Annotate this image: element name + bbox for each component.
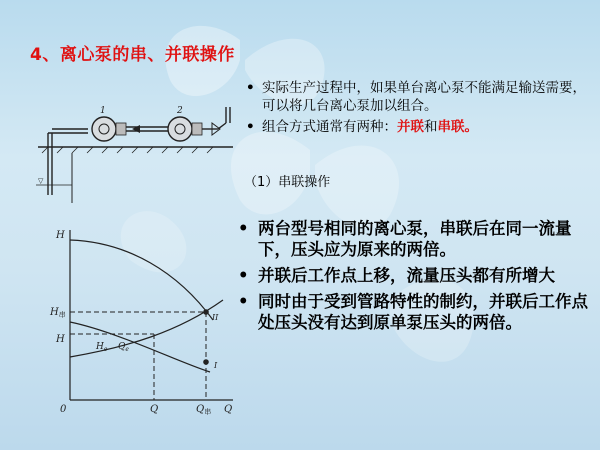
series-curve-figure [48, 222, 238, 418]
x-axis-end-label: Q [224, 404, 233, 415]
intro-bullet-2-mid: 和 [424, 119, 438, 135]
intro-bullet-2-suffix: 。 [464, 119, 478, 135]
parallel-highlight: 并联 [397, 119, 424, 135]
y-label-hseries: $H_串$ [50, 307, 66, 319]
origin-label: 0 [60, 404, 67, 415]
x-label-q: Q [150, 404, 159, 415]
intro-bullet-1 [246, 79, 591, 115]
curve-I-label: I [214, 361, 218, 370]
pump2-label: 2 [177, 106, 183, 116]
operating-point-single [203, 359, 209, 365]
curve-single [70, 322, 210, 372]
main-bullets [238, 218, 590, 338]
intro-bullet-2 [246, 118, 591, 136]
intro-bullet-2-prefix: 组合方式通常有两种： [262, 119, 397, 135]
pump1-label: 1 [100, 106, 106, 116]
slide-title: 4、离心泵的串、并联操作 [30, 45, 235, 65]
intro-bullets [246, 79, 591, 139]
series-highlight: 串联 [437, 119, 465, 135]
y-label-hsingle: H [56, 334, 65, 345]
main-bullet-2: • 并联后工作点上移，流量压头都有所增大 [238, 265, 590, 286]
curve-series [70, 240, 213, 320]
curve-II-label: II [212, 313, 219, 322]
subheading-series-operation: （1）串联操作 [244, 175, 331, 190]
svg-text:▽: ▽ [38, 177, 44, 185]
pump-series-schematic [28, 103, 238, 203]
intro-bullet-1-text: 实际生产过程中，如果单台离心泵不能满足输送需要，可以将几台离心泵加以组合。 [262, 80, 586, 114]
main-bullet-3: • 同时由于受到管路特性的制约，并联后工作点处压头没有达到原单泵压头的两倍。 [238, 291, 590, 333]
x-label-qseries: $Q_串$ [196, 404, 212, 416]
operating-point-series [203, 309, 209, 315]
inner-label-he: $H_e$ [96, 342, 108, 353]
inner-label-qe: $Q_e$ [118, 342, 129, 353]
main-bullet-1: • 两台型号相同的离心泵，串联后在同一流量下，压头应为原来的两倍。 [238, 218, 590, 260]
y-axis-label-h: H [56, 230, 65, 241]
